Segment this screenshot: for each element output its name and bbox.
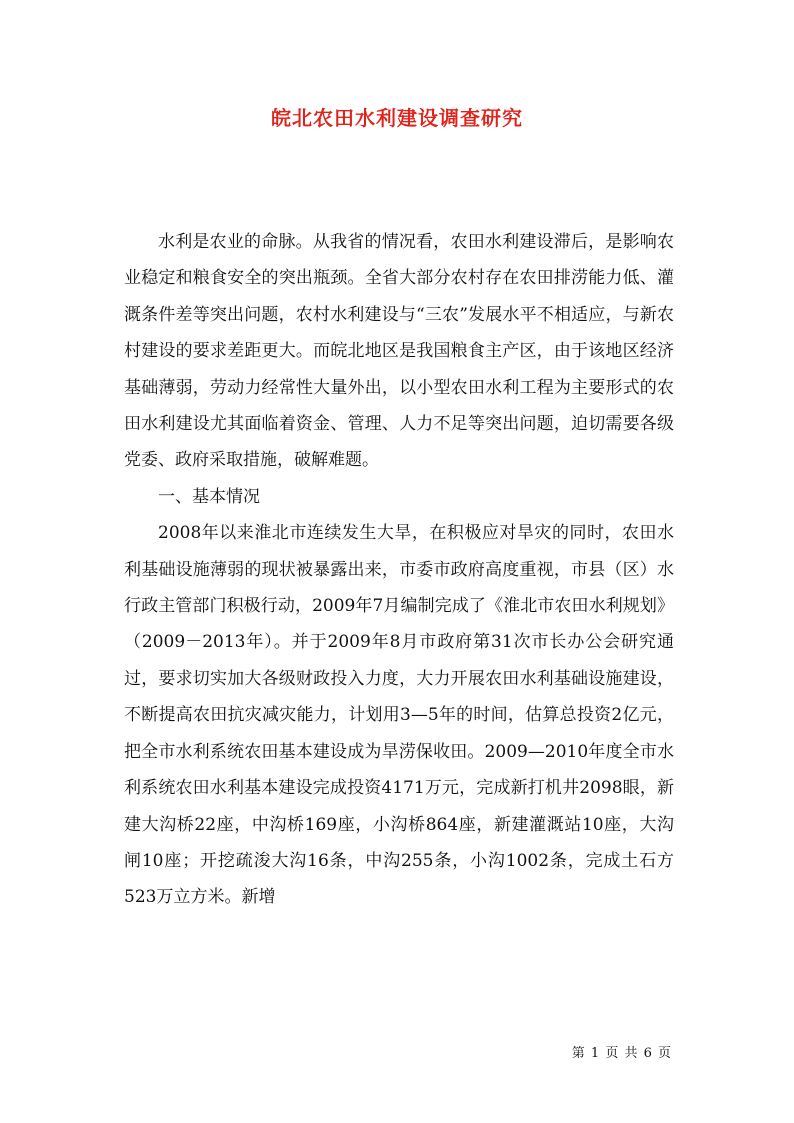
document-title: 皖北农田水利建设调查研究 — [271, 106, 523, 130]
paragraph-intro: 水利是农业的命脉。从我省的情况看，农田水利建设滞后，是影响农业稳定和粮食安全的突出瓶颈。全省大部分农村存在农田排涝能力低、灌溉条件差等突出问题，农村水利建设与“三农”发展水平不相适应，与新农村建设的要求差距更大。而皖北地区是我国粮食主产区，由于该地区经济基础薄弱，劳动力经常性大量外出，以小型农田水利工程为主要形式的农田水利建设尤其面临着资金、管理、人力不足等突出问题，迫切需要各级党委、政府采取措施，破解难题。 — [124, 232, 674, 471]
document-body — [124, 224, 674, 916]
page-number: 第 1 页 共 6 页 — [571, 1046, 672, 1061]
section-heading-basic-situation: 一、基本情况 — [158, 486, 260, 507]
paragraph-basic-situation: 2008年以来淮北市连续发生大旱，在积极应对旱灾的同时，农田水利基础设施薄弱的现状被暴露出来，市委市政府高度重视，市县（区）水行政主管部门积极行动，2009年7月编制完成了《淮北市农田水利规划》（2009－2013年）。并于2009年8月市政府第31次市长办公会研究通过，要求切实加大各级财政投入力度，大力开展农田水利基础设施建设，不断提高农田抗灾减灾能力，计划用3—5年的时间，估算总投资2亿元，把全市水利系统农田基本建设成为旱涝保收田。2009—2010年度全市水利系统农田水利基本建设完成投资4171万元，完成新打机井2098眼，新建大沟桥22座，中沟桥169座，小沟桥864座，新建灌溉站10座，大沟闸10座；开挖疏浚大沟16条，中沟255条，小沟1002条，完成土石方523万立方米。新增 — [124, 523, 674, 908]
